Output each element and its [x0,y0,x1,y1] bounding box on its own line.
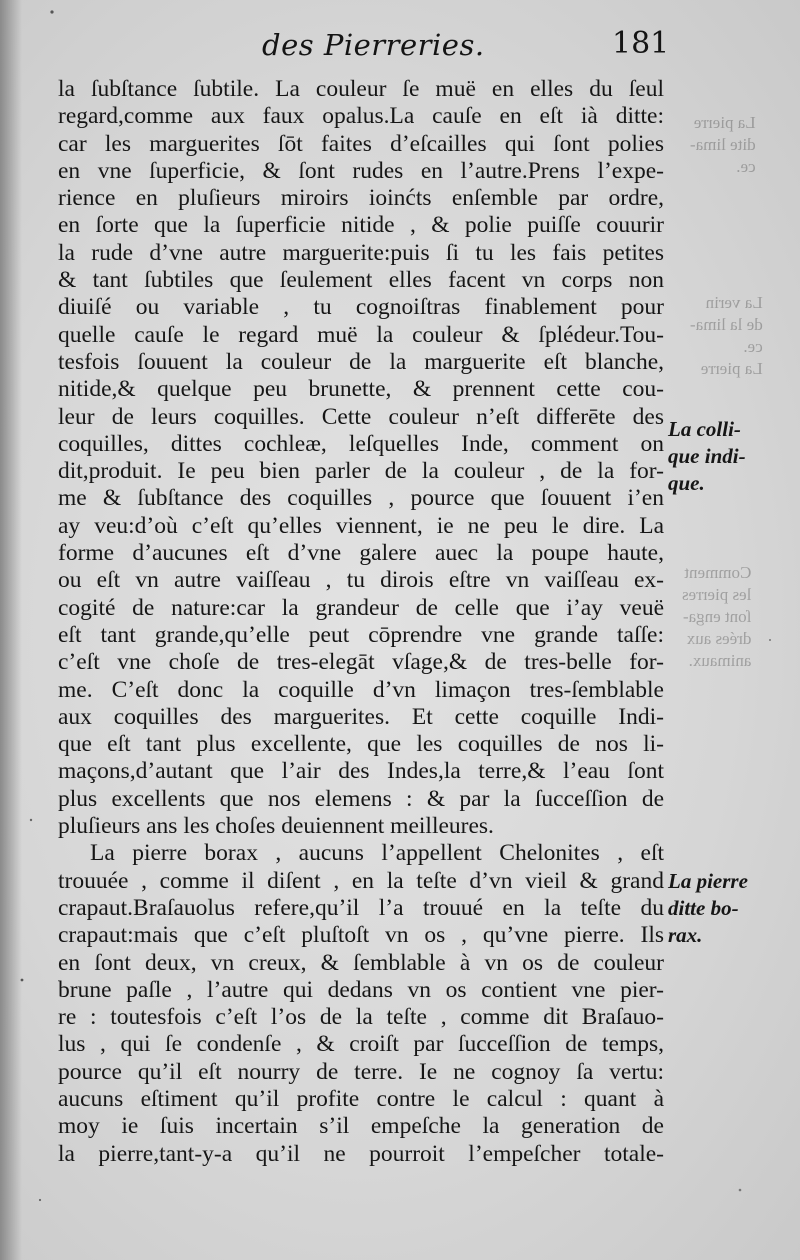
bleed-through-mark: Comment les pierres ſont enga- drées aux animaux. [682,563,752,670]
text-line: moy ie ſuis incertain s’il empeſche la generation de [58,1113,664,1140]
text-line: la rude d’vne autre marguerite:puis ſi tu les fais petites [58,239,664,266]
text-line: ay veu:d’où c’eſt qu’elles viennent, ie ne peu le dire. La [58,512,664,539]
text-line: eſt tant grande,qu’elle peut cōprendre vne grande taſſe: [58,621,664,648]
text-line: lus , qui ſe condenſe , & croiſt par ſucceſſion de temps, [58,1031,664,1058]
text-line: me. C’eſt donc la coquille d’vn limaçon tres-ſemblable [58,676,664,703]
text-line: rience en pluſieurs miroirs ioinćts enſemble par ordre, [58,185,664,212]
text-line: la pierre,tant-y-a qu’il ne pourroit l’empeſcher totale- [58,1140,664,1167]
text-line: & tant ſubtiles que ſeulement elles facent vn corps non [58,267,664,294]
page-number: 181 [612,26,670,61]
text-line: crapaut.Braſauolus refere,qu’il l’a trouué en la teſte du [58,894,664,921]
text-line: cogité de nature:car la grandeur de celle que i’ay veuë [58,594,664,621]
text-line: ou eſt vn autre vaiſſeau , tu dirois eſtre vn vaiſſeau ex- [58,567,664,594]
text-line: regard,comme aux faux opalus.La cauſe en eſt ià ditte: [58,103,664,130]
text-line: aucuns eſtiment qu’il profite contre le calcul : quant à [58,1085,664,1112]
text-line: dit,produit. Ie peu bien parler de la couleur , de la for- [58,458,664,485]
text-line: quelle cauſe le regard muë la couleur & ſplédeur.Tou- [58,321,664,348]
margin-note-text: La pierre ditte bo- rax. [668,869,748,947]
text-line: brune paſle , l’autre qui dedans vn os contient vne pier- [58,976,664,1003]
text-line: leur de leurs coquilles. Cette couleur n’eſt differēte des [58,403,664,430]
text-line: car les marguerites ſōt faites d’eſcailles qui ſont polies [58,130,664,157]
text-line: coquilles, dittes cochleæ, leſquelles Inde, comment on [58,430,664,457]
bleed-through-mark: La verin de la lima- ce. La pierre [690,293,763,378]
text-line: pource qu’il eſt nourry de terre. Ie ne cognoy ſa vertu: [58,1058,664,1085]
margin-note-colique [668,416,796,497]
text-line: plus excellents que nos elemens : & par la ſucceſſion de [58,785,664,812]
text-line: la ſubſtance ſubtile. La couleur ſe muë en elles du ſeul [58,76,664,102]
text-line: nitide,& quelque peu brunette, & prennent cette cou- [58,376,664,403]
page-header [0,18,800,68]
margin-note-text: La colli- que indi- que. [668,417,746,495]
text-line: diuiſé ou variable , tu cognoiſtras finablement pour [58,294,664,321]
text-line: maçons,d’autant que l’air des Indes,la terre,& l’eau ſont [58,758,664,785]
text-line: re : toutesfois c’eſt l’os de la teſte , comme dit Braſauo- [58,1004,664,1031]
text-line: en ſorte que la ſuperficie nitide , & polie puiſſe couurir [58,212,664,239]
text-line: en vne ſuperficie, & ſont rudes en l’autre.Prens l’expe- [58,157,664,184]
binding-shadow [0,0,22,1260]
text-line: c’eſt vne choſe de tres-elegāt vſage,& de tres-belle for- [58,649,664,676]
text-line: tesfois ſouuent la couleur de la marguerite eſt blanche, [58,348,664,375]
text-line: me & ſubſtance des coquilles , pource que ſouuent i’en [58,485,664,512]
text-line: forme d’aucunes eſt d’vne galere auec la poupe haute, [58,540,664,567]
running-head: des Pierreries. [262,28,485,62]
margin-note-borax [668,868,796,949]
text-line: en ſont deux, vn creux, & ſemblable à vn os de couleur [58,949,664,976]
text-line: La pierre borax , aucuns l’appellent Chelonites , eſt [90,840,664,867]
text-line: aux coquilles des marguerites. Et cette coquille Indi- [58,703,664,730]
bleed-through-mark: La pierre dite lima- ce. [690,113,756,176]
text-line: trouuée , comme il diſent , en la teſte d’vn vieil & grand [58,867,664,894]
text-line: que eſt tant plus excellente, que les coquilles de nos li- [58,731,664,758]
main-text-block [58,76,664,1168]
text-line: pluſieurs ans les choſes deuiennent meilleures. [58,813,494,840]
text-line: crapaut:mais que c’eſt pluſtoſt vn os , qu’vne pierre. Ils [58,922,664,949]
